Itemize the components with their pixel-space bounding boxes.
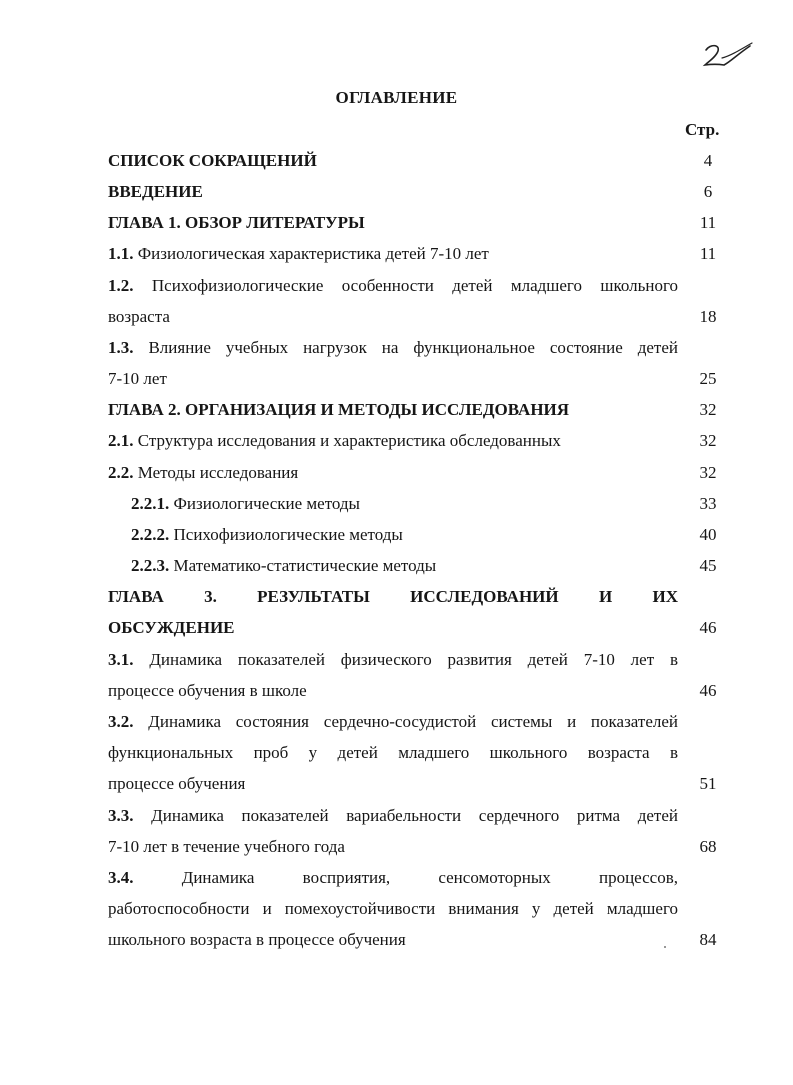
toc-page-number: 46 (699, 681, 717, 700)
toc-entry-chapter-1: ГЛАВА 1. ОБЗОР ЛИТЕРАТУРЫ (108, 213, 365, 232)
toc-entry-continuation: 7-10 лет (108, 369, 167, 388)
section-number: 3.4. (108, 868, 134, 887)
toc-entry-section-2-2 (108, 462, 678, 484)
toc-page-number: 25 (699, 369, 717, 388)
section-number: 1.2. (108, 276, 134, 295)
section-title: Динамика восприятия, сенсомоторных процессов, (181, 868, 679, 887)
section-title: Психофизиологические особенности детей младшего школьного (151, 276, 678, 295)
toc-entry-section-3-1 (108, 649, 678, 671)
toc-entry-section-1-3 (108, 337, 678, 359)
toc-entry-section-1-1 (108, 243, 678, 265)
section-title: Математико-статистические методы (173, 556, 437, 575)
toc-page-number: 51 (699, 774, 717, 793)
section-title: Психофизиологические методы (173, 525, 403, 544)
section-number: 2.2.1. (131, 494, 170, 513)
section-number: 1.1. (108, 244, 134, 263)
toc-entry-section-2-2-3 (131, 555, 678, 577)
toc-page-number: 4 (703, 151, 713, 170)
toc-entry-continuation: процессе обучения (108, 774, 246, 793)
section-title: Динамика состояния сердечно-сосудистой системы и показателей (148, 712, 678, 731)
section-number: 2.1. (108, 431, 134, 450)
toc-page-number: 11 (699, 244, 717, 263)
toc-entry-section-3-4 (108, 867, 678, 889)
scan-speck (664, 946, 666, 948)
page-column-label: Стр. (685, 120, 720, 139)
toc-page-number: 46 (699, 618, 717, 637)
section-title: Структура исследования и характеристика обследованных (137, 431, 561, 450)
toc-entry-section-2-2-2 (131, 524, 678, 546)
toc-entry-section-2-2-1 (131, 493, 678, 515)
toc-entry-section-1-2 (108, 275, 678, 297)
section-number: 2.2. (108, 463, 134, 482)
toc-page-number: 32 (699, 463, 717, 482)
section-title: Влияние учебных нагрузок на функциональное состояние детей (148, 338, 679, 357)
toc-page-number: 33 (699, 494, 717, 513)
toc-entry-continuation: 7-10 лет в течение учебного года (108, 837, 345, 856)
toc-entry-continuation: процессе обучения в школе (108, 681, 307, 700)
toc-page-number: 45 (699, 556, 717, 575)
section-title: Динамика показателей физического развития детей 7-10 лет в (149, 650, 678, 669)
toc-page-number: 68 (699, 837, 717, 856)
page-title: ОГЛАВЛЕНИЕ (335, 88, 458, 107)
toc-entry-section-2-1 (108, 430, 678, 452)
section-title: Методы исследования (137, 463, 299, 482)
toc-entry-continuation: ОБСУЖДЕНИЕ (108, 618, 235, 637)
toc-page-number: 6 (703, 182, 713, 201)
toc-entry-continuation: функциональных проб у детей младшего школьного возраста в (108, 743, 678, 762)
section-number: 3.3. (108, 806, 134, 825)
section-number: 1.3. (108, 338, 134, 357)
toc-entry-continuation: работоспособности и помехоустойчивости внимания у детей младшего (108, 899, 678, 918)
toc-entry-continuation: возраста (108, 307, 170, 326)
toc-entry-section-3-2 (108, 711, 678, 733)
section-title: Физиологическая характеристика детей 7-10 лет (137, 244, 489, 263)
toc-page-number: 11 (699, 213, 717, 232)
toc-entry-chapter-3: ГЛАВА 3. РЕЗУЛЬТАТЫ ИССЛЕДОВАНИЙ И ИХ (108, 587, 678, 606)
toc-entry-abbreviations: СПИСОК СОКРАЩЕНИЙ (108, 151, 317, 170)
toc-entry-chapter-2: ГЛАВА 2. ОРГАНИЗАЦИЯ И МЕТОДЫ ИССЛЕДОВАНИЯ (108, 400, 570, 419)
toc-entry-continuation: школьного возраста в процессе обучения (108, 930, 406, 949)
toc-page-number: 32 (699, 431, 717, 450)
toc-entry-introduction: ВВЕДЕНИЕ (108, 182, 203, 201)
handwritten-page-number (700, 38, 756, 70)
section-number: 3.1. (108, 650, 134, 669)
toc-page-number: 40 (699, 525, 717, 544)
section-title: Физиологические методы (173, 494, 360, 513)
section-title: Динамика показателей вариабельности сердечного ритма детей (151, 806, 679, 825)
toc-entry-section-3-3 (108, 805, 678, 827)
toc-page-number: 84 (699, 930, 717, 949)
toc-page-number: 18 (699, 307, 717, 326)
toc-page-number: 32 (699, 400, 717, 419)
section-number: 2.2.3. (131, 556, 170, 575)
section-number: 3.2. (108, 712, 134, 731)
section-number: 2.2.2. (131, 525, 170, 544)
